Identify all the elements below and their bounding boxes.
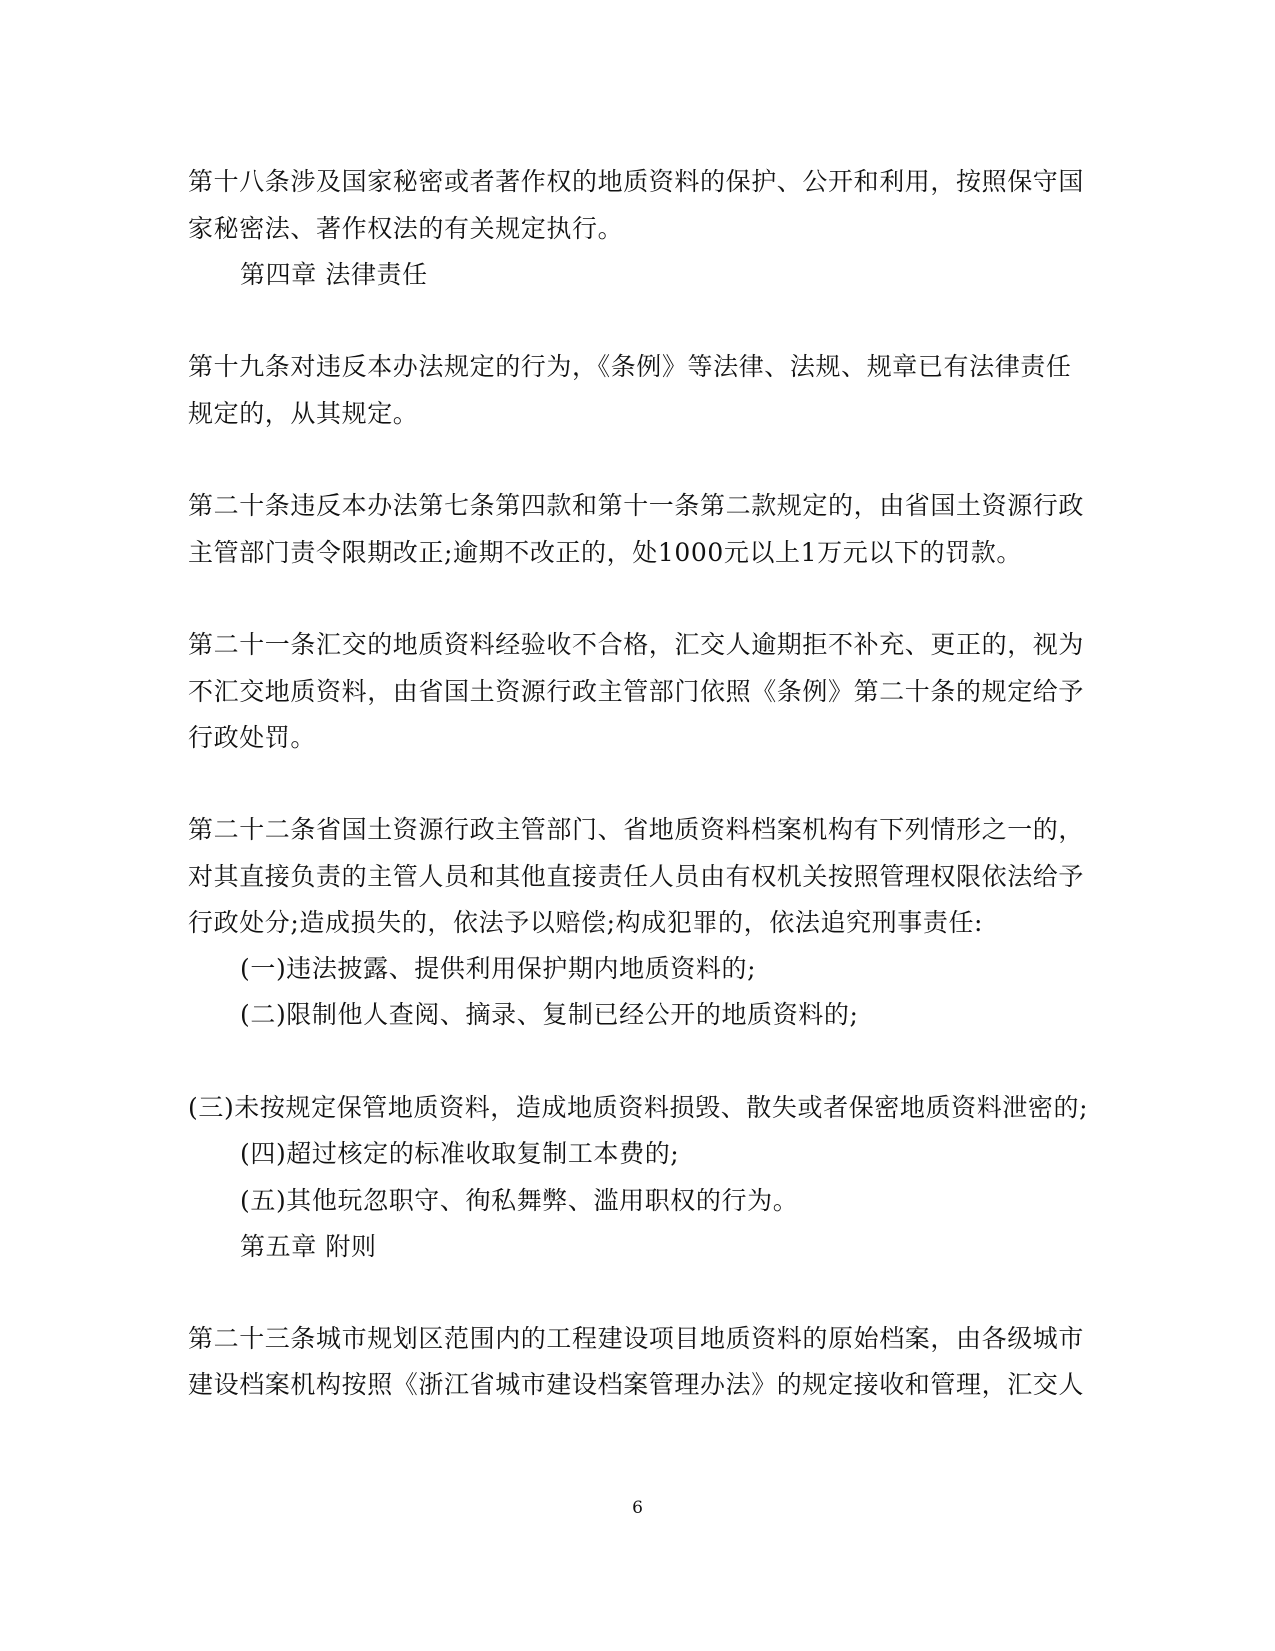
text-line-article-21-cont2: 行政处罚。	[188, 723, 317, 752]
chapter-4-heading: 第四章 法律责任	[240, 260, 428, 289]
list-item-2: (二)限制他人查阅、摘录、复制已经公开的地质资料的;	[240, 1000, 859, 1029]
text-line-article-21-cont: 不汇交地质资料，由省国土资源行政主管部门依照《条例》第二十条的规定给予	[188, 677, 1085, 706]
text-line-article-22-cont2: 行政处分;造成损失的，依法予以赔偿;构成犯罪的，依法追究刑事责任:	[188, 908, 984, 937]
text-line-article-20: 第二十条违反本办法第七条第四款和第十一条第二款规定的，由省国土资源行政	[188, 491, 1085, 520]
text-line-article-23-cont: 建设档案机构按照《浙江省城市建设档案管理办法》的规定接收和管理，汇交人	[188, 1370, 1085, 1399]
chapter-5-heading: 第五章 附则	[240, 1232, 377, 1261]
text-line-article-23: 第二十三条城市规划区范围内的工程建设项目地质资料的原始档案，由各级城市	[188, 1324, 1085, 1353]
text-line-article-21: 第二十一条汇交的地质资料经验收不合格，汇交人逾期拒不补充、更正的，视为	[188, 630, 1085, 659]
text-line-article-22: 第二十二条省国土资源行政主管部门、省地质资料档案机构有下列情形之一的，	[188, 815, 1085, 844]
list-item-4: (四)超过核定的标准收取复制工本费的;	[240, 1139, 680, 1168]
list-item-5: (五)其他玩忽职守、徇私舞弊、滥用职权的行为。	[240, 1186, 799, 1215]
text-line-article-20-cont: 主管部门责令限期改正;逾期不改正的，处1000元以上1万元以下的罚款。	[188, 538, 1022, 567]
list-item-1: (一)违法披露、提供利用保护期内地质资料的;	[240, 954, 757, 983]
text-line-article-22-cont: 对其直接负责的主管人员和其他直接责任人员由有权机关按照管理权限依法给予	[188, 862, 1085, 891]
list-item-3: (三)未按规定保管地质资料，造成地质资料损毁、散失或者保密地质资料泄密的;	[188, 1093, 1089, 1122]
text-line-article-19-cont: 规定的，从其规定。	[188, 399, 419, 428]
text-line-article-18: 第十八条涉及国家秘密或者著作权的地质资料的保护、公开和利用，按照保守国	[188, 167, 1085, 196]
text-line-article-19: 第十九条对违反本办法规定的行为，《条例》等法律、法规、规章已有法律责任	[188, 352, 1072, 381]
text-line-article-18-cont: 家秘密法、著作权法的有关规定执行。	[188, 214, 624, 243]
page-number: 6	[632, 1498, 643, 1518]
